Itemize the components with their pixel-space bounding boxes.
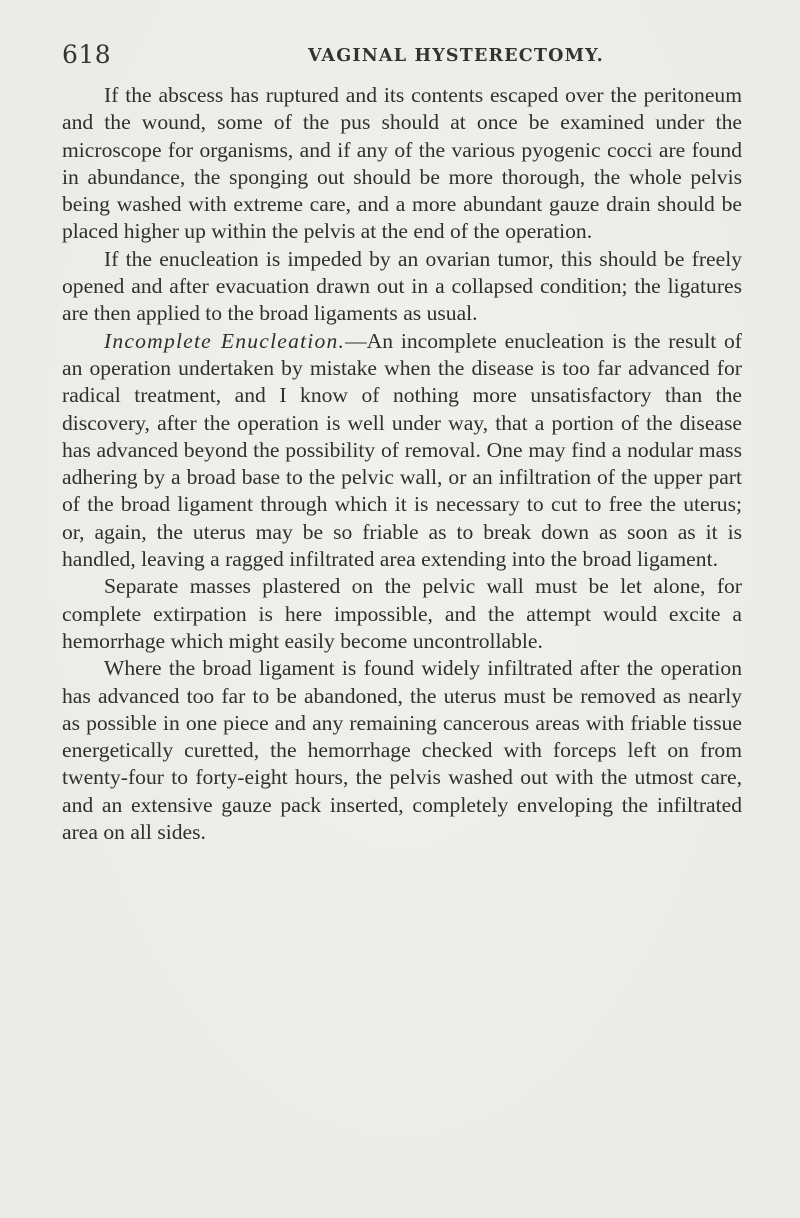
paragraph-text: Where the broad ligament is found widely infiltrated after the operation has advanced too far to be abandoned, the uterus must be removed as nearly as possible in one piece and any remaining cancerous areas with friable tissue energetically curetted, the hemorrhage checked with forceps left on from twenty-four to forty-eight hours, the pelvis washed out with the utmost care, and an extensive gauze pack inserted, completely enveloping the infiltrated area on all sides.: [62, 656, 742, 845]
paragraph-separate-masses: [62, 573, 742, 655]
paragraph-text: —An incomplete enucleation is the result of an operation undertaken by mistake when the disease is too far advanced for radical treatment, and I know of nothing more unsatisfactory than the discovery, after the operation is well under way, that a portion of the disease has advanced beyond the possibility of removal. One may find a nodular mass adhering by a broad base to the pelvic wall, or an infiltration of the upper part of the broad ligament through which it is necessary to cut to free the uterus; or, again, the uterus may be so friable as to break down as soon as it is handled, leaving a ragged infiltrated area extending into the broad ligament.: [62, 328, 742, 572]
running-head: [62, 40, 752, 74]
paragraph-abscess: [62, 82, 742, 246]
paragraph-text: If the abscess has ruptured and its contents escaped over the peritoneum and the wound, some of the pus should at once be examined under the microscope for organisms, and if any of the various pyogenic cocci are found in abundance, the sponging out should be more thorough, the whole pelvis being washed with extreme care, and a more abundant gauze drain should be placed higher up within the pelvis at the end of the operation.: [62, 83, 742, 244]
paragraph-text: Separate masses plastered on the pelvic wall must be let alone, for complete extirpation is here impossible, and the attempt would excite a hemorrhage which might easily become uncontrollable.: [62, 574, 742, 653]
paragraph-text: If the enucleation is impeded by an ovarian tumor, this should be freely opened and after evacuation drawn out in a collapsed condition; the ligatures are then applied to the broad ligaments as usual.: [62, 246, 742, 326]
page-number: 618: [62, 40, 112, 69]
body-text: [62, 82, 742, 846]
paragraph-incomplete-enucleation: [62, 328, 742, 574]
running-title: VAGINAL HYSTERECTOMY.: [308, 46, 604, 66]
paragraph-broad-ligament: [62, 655, 742, 846]
section-heading: Incomplete Enucleation.: [104, 328, 346, 353]
paragraph-ovarian-tumor: [62, 246, 742, 328]
